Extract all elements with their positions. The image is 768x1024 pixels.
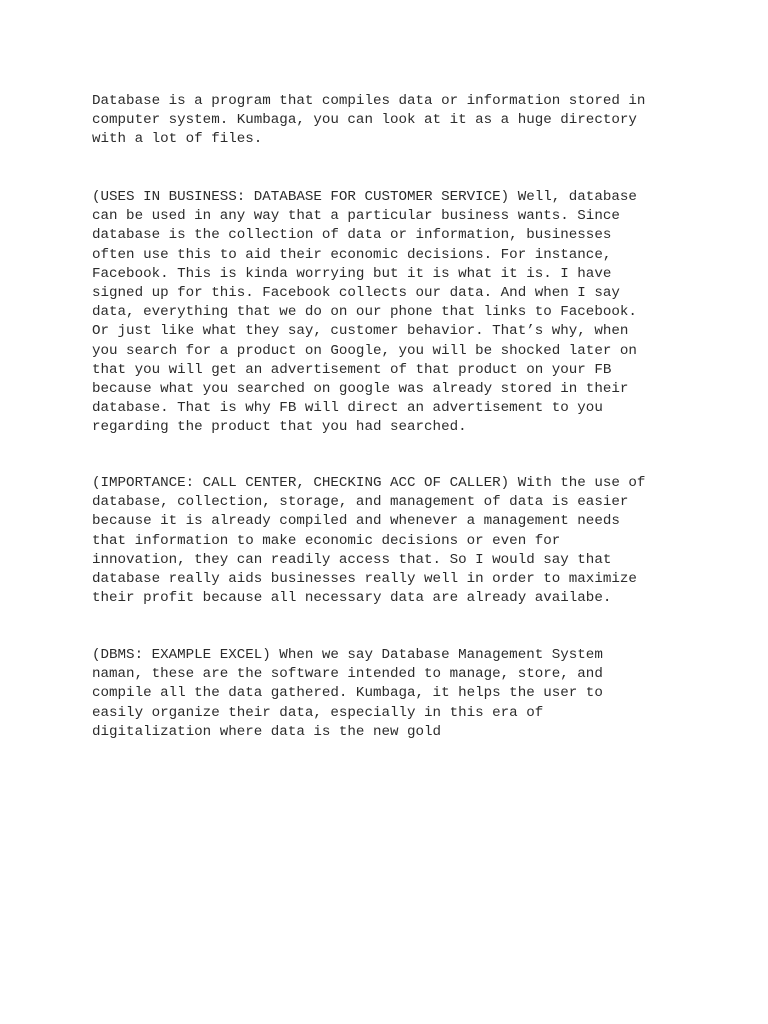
paragraph-database-definition: Database is a program that compiles data or information stored in computer system. Kumbaga, you can look at it as a huge directory with a lot of files. bbox=[92, 93, 646, 148]
paragraph-dbms: (DBMS: EXAMPLE EXCEL) When we say Database Management System naman, these are the software intended to manage, store, and compile all the data gathered. Kumbaga, it helps the user to easily organize their data, especially in this era of digitalization where data is the new gold bbox=[92, 647, 603, 740]
paragraph-importance: (IMPORTANCE: CALL CENTER, CHECKING ACC OF CALLER) With the use of database, collection, storage, and management of data is easier because it is already compiled and whenever a management needs that information to make economic decisions or even for innovation, they can readily access that. So I would say that database really aids businesses really well in order to maximize their profit because all necessary data are already availabe. bbox=[92, 475, 646, 607]
paragraph-uses-in-business: (USES IN BUSINESS: DATABASE FOR CUSTOMER SERVICE) Well, database can be used in any way that a particular business wants. Since database is the collection of data or information, businesses often use this to aid their economic decisions. For instance, Facebook. This is kinda worrying but it is what it is. I have signed up for this. Facebook collects our data. And when I say data, everything that we do on our phone that links to Facebook. Or just like what they say, customer behavior. That’s why, when you search for a product on Google, you will be shocked later on that you will get an advertisement of that product on your FB because what you searched on google was already stored in their database. That is why FB will direct an advertisement to you regarding the product that you had searched. bbox=[92, 189, 637, 436]
